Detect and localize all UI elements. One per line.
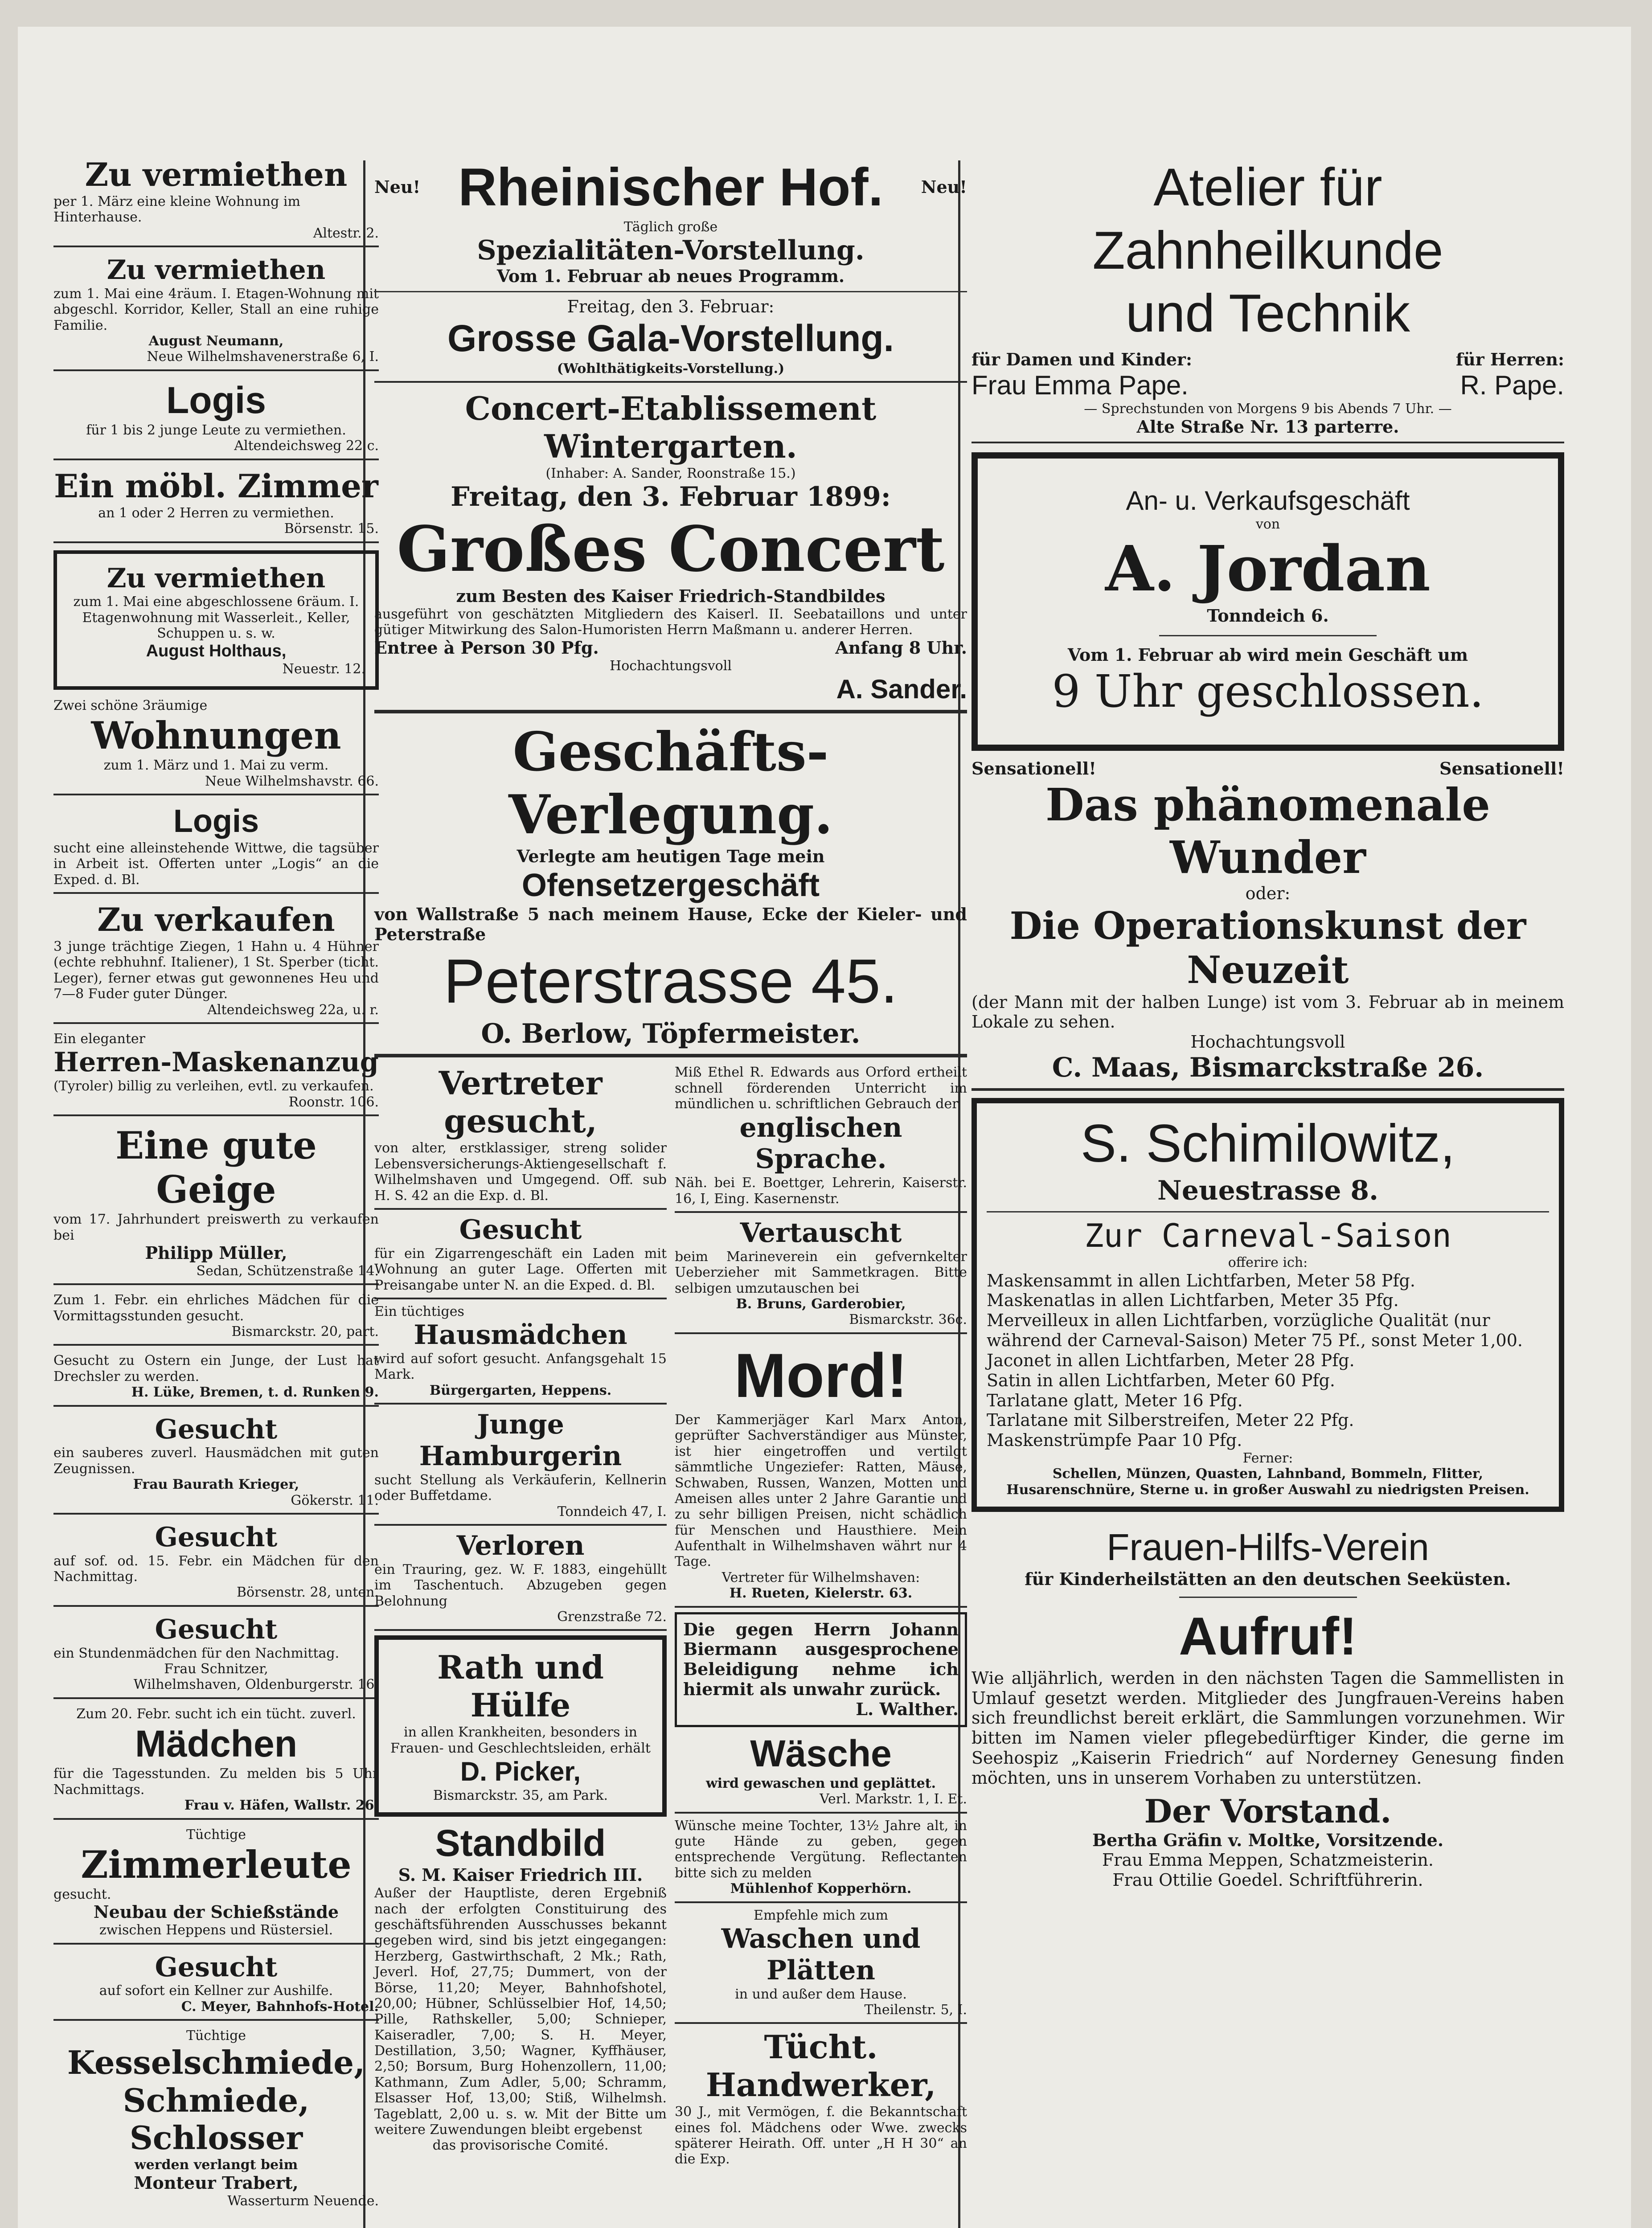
ad-text: An- u. Verkaufsgeschäft [1126, 485, 1410, 516]
ad-title: Vertauscht [740, 1217, 902, 1249]
ad-headline: 9 Uhr geschlossen. [1052, 665, 1484, 717]
ad-label: Sensationell! [1439, 758, 1564, 778]
ad-text: ein Stundenmädchen für den Nachmittag. [53, 1645, 340, 1661]
middle-subcol-right [675, 1065, 967, 2171]
ad-name: August Holthaus, [146, 642, 287, 661]
ad-address: Börsenstr. 28, unten. [236, 1585, 379, 1601]
product-list [987, 1271, 1549, 1450]
ad-text: gesucht. [53, 1887, 111, 1902]
ad-name: A. Jordan [1105, 532, 1431, 606]
ad-text: in allen Krankheiten, besonders in Frauen- und Geschlechtsleiden, erhält [390, 1724, 651, 1756]
product-item: Maskensammt in allen Lichtfarben, Meter 58 Pfg. [987, 1270, 1415, 1290]
ad-rheinischer-hof [374, 156, 967, 383]
ad-subtitle: Zur Carneval-Saison [1084, 1217, 1451, 1255]
ad-text: Zum 1. Febr. ein ehrliches Mädchen für die Vormittagsstunden gesucht. [53, 1292, 379, 1324]
ad-text: 30 J., mit Vermögen, f. die Bekanntschaft eines fol. Mädchens oder Wwe. zwecks späterer Heirath. Off. unter „H H 30“ an die Exp. [675, 2104, 967, 2167]
ad-geige [53, 1123, 379, 1285]
ad-date: Freitag, den 3. Februar 1899: [451, 481, 891, 513]
ad-pretitle: Zwei schöne 3räumige [53, 697, 208, 713]
ad-text: offerire ich: [1228, 1255, 1308, 1271]
ad-maskenanzug [53, 1031, 379, 1116]
ad-title: Zu verkaufen [97, 901, 335, 939]
ad-address: Neuestr. 12. [282, 661, 365, 677]
ad-address: Altendeichsweg 22 c. [234, 438, 379, 454]
ad-address: Roonstr. 106. [288, 1094, 379, 1110]
ad-title: Das phänomenale Wunder [1045, 778, 1490, 884]
ad-text: Täglich große [623, 219, 718, 235]
ad-title: Mädchen [135, 1723, 298, 1765]
ad-headline: Aufruf! [1179, 1606, 1357, 1667]
ad-name: Frau v. Häfen, Wallstr. 26. [184, 1798, 379, 1814]
product-item: Maskenstrümpfe Paar 10 Pfg. [987, 1430, 1242, 1450]
ad-vertreter [374, 1065, 667, 1209]
ad-text: ein Trauring, gez. W. F. 1883, eingehüllt im Taschentuch. Abzugeben gegen Belohnung [374, 1561, 667, 1609]
ad-address: Altestr. 2. [313, 225, 379, 241]
ad-title: Standbild [435, 1822, 606, 1864]
ad-address: Neue Wilhelmshavenerstraße 6, I. [147, 349, 379, 365]
ad-zahnheilkunde [972, 156, 1564, 443]
ad-address: Wasserturm Neuende. [227, 2193, 379, 2209]
ad-text: von Wallstraße 5 nach meinem Hause, Ecke der Kieler- und Peterstraße [374, 904, 967, 944]
ad-zu-vermiethen-2 [53, 254, 379, 371]
ad-text: auf sof. od. 15. Febr. ein Mädchen für den Nachmittag. [53, 1553, 379, 1585]
ad-mord [675, 1339, 967, 1608]
ad-title: Verloren [456, 1530, 585, 1562]
ad-title: Wäsche [750, 1732, 892, 1774]
ad-text: beim Marineverein ein gefvernkelter Ueberzieher mit Sammetkragen. Bitte selbigen umzutauschen bei [675, 1249, 967, 1296]
ad-address: Näh. bei E. Boettger, Lehrerin, Kaiserstr. 16, I, Eing. Kasernenstr. [675, 1175, 967, 1207]
ad-text: zum 1. Mai eine 4räum. I. Etagen-Wohnung mit abgeschl. Korridor, Keller, Stall an eine ruhige Familie. [53, 286, 379, 333]
ad-kesselschmiede [53, 2028, 379, 2209]
ad-name: August Neumann, [148, 333, 284, 349]
ad-title: Logis [166, 379, 266, 421]
ad-name: Frau Emma Pape. [972, 370, 1189, 400]
ad-jordan [972, 452, 1564, 751]
column-left [53, 156, 379, 2215]
ad-text: Vom 1. Februar ab neues Programm. [496, 266, 845, 286]
ad-text: Der Kammerjäger Karl Marx Anton, geprüfter Sachverständiger aus Münster, ist hier eingetroffen und vertilgt sämmtliche Ungeziefer: Ratten, Mäuse, Schwaben, Russen, Wanzen, Motten und Ameisen alles unter 2 Jahre Garantie und zu sehr billigen Preisen, nicht schädlich für Menschen und Hausthiere. Mein Aufenthalt in Wilhelmshaven währt nur 4 Tage. [675, 1412, 967, 1570]
ad-title: Herren-Maskenanzug [53, 1047, 379, 1078]
ad-title: Hausmädchen [414, 1319, 627, 1351]
ad-address: Verl. Markstr. 1, I. Et. [820, 1791, 967, 1807]
ad-text: für 1 bis 2 junge Leute zu vermiethen. [86, 422, 346, 438]
ad-address: Neue Wilhelmshavstr. 66. [205, 773, 379, 789]
ad-title: Grosse Gala-Vorstellung. [447, 317, 894, 360]
ad-signature: Der Vorstand. [1144, 1792, 1392, 1830]
ad-signature: C. Maas, Bismarckstraße 26. [1052, 1052, 1484, 1084]
middle-subcol-left [374, 1065, 667, 2171]
ad-title: Eine gute Geige [115, 1123, 317, 1212]
neu-label: Neu! [374, 177, 421, 197]
board-member: Frau Ottilie Goedel. Schriftführerin. [1112, 1870, 1423, 1890]
ad-pretitle: Ein eleganter [53, 1031, 146, 1047]
ad-text: Ferner: [1242, 1450, 1293, 1466]
ad-text: an 1 oder 2 Herren zu vermiethen. [98, 505, 334, 521]
neu-label: Neu! [921, 177, 967, 197]
ad-address: Wilhelmshaven, Oldenburgerstr. 16. [133, 1677, 379, 1693]
ad-title: Gesucht [155, 1951, 278, 1983]
ad-frauen-hilfs-verein [972, 1525, 1564, 1890]
ad-zu-vermiethen-1 [53, 156, 379, 247]
ad-text: Vom 1. Februar ab wird mein Geschäft um [1067, 644, 1468, 665]
ad-signature: das provisorische Comité. [432, 2138, 609, 2154]
ad-address: Tonndeich 47, I. [557, 1503, 667, 1519]
ad-text: von alter, erstklassiger, streng solider Lebensversicherungs-Aktiengesellschaft f. Wilhelmshaven und Umgegend. Off. sub H. S. 42 an die Exp. d. Bl. [374, 1140, 667, 1204]
ad-name: Frau Schnitzer, [164, 1661, 268, 1677]
ad-maedchen-1 [53, 1292, 379, 1346]
ad-title: Atelier für Zahnheilkunde [1092, 157, 1443, 280]
ad-address: H. Rueten, Kielerstr. 63. [729, 1585, 913, 1601]
ad-zimmerleute [53, 1827, 379, 1945]
ad-title: Rheinischer Hof. [458, 157, 883, 217]
ad-maedchen-2 [53, 1706, 379, 1820]
ad-name: S. Schimilowitz, [1080, 1113, 1455, 1173]
ad-title: Vertreter gesucht, [439, 1064, 603, 1140]
ad-text: per 1. März eine kleine Wohnung im Hinterhause. [53, 193, 300, 225]
ad-logis-2 [53, 803, 379, 894]
ad-pretitle: Tüchtige [186, 1827, 246, 1843]
ad-price: Entree à Person 30 Pfg. [374, 637, 599, 658]
ad-geschaefts-verlegung [374, 721, 967, 1058]
ad-text: werden verlangt beim [134, 2157, 298, 2173]
ad-address: zwischen Heppens und Rüstersiel. [99, 1922, 333, 1938]
ad-zu-vermiethen-holthaus [53, 550, 379, 690]
ad-greeting: Hochachtungsvoll [610, 658, 732, 674]
ad-address: Gökerstr. 11. [291, 1492, 379, 1508]
ad-text: Wünsche meine Tochter, 13½ Jahre alt, in gute Hände zu geben, gegen entsprechende Vergütung. Reflectanten bitte sich zu melden [675, 1818, 967, 1881]
ad-text: für die Tagesstunden. Zu melden bis 5 Uhr Nachmittags. [53, 1766, 379, 1798]
ad-text: für ein Zigarrengeschäft ein Laden mit Wohnung an guter Lage. Offerten mit Preisangabe unter N. an die Exped. d. Bl. [374, 1245, 667, 1293]
product-item: Tarlatane mit Silberstreifen, Meter 22 Pfg. [987, 1410, 1354, 1430]
ad-text: (der Mann mit der halben Lunge) ist vom 3. Februar ab in meinem Lokale zu sehen. [972, 992, 1564, 1032]
ad-text: ein sauberes zuverl. Hausmädchen mit guten Zeugnissen. [53, 1445, 379, 1477]
ad-title-line: Schlosser [129, 2119, 303, 2157]
ad-title: Concert-Etablissement Wintergarten. [465, 389, 877, 465]
ad-address: Theilenstr. 5, I. [864, 2002, 967, 2018]
ad-name: C. Meyer, Bahnhofs-Hotel. [181, 1999, 379, 2015]
ad-text: 3 junge trächtige Ziegen, 1 Hahn u. 4 Hühner (echte rebhuhnf. Italiener), 1 St. Sperber (ticht. Leger), ferner etwas gut gewonnenes Heu und 7—8 Fuder guter Dünger. [53, 939, 379, 1002]
ad-name: B. Bruns, Garderobier, [736, 1296, 906, 1312]
ad-name: Vertreter für Wilhelmshaven: [721, 1569, 920, 1585]
ad-drechsler [53, 1353, 379, 1406]
middle-subcolumns [374, 1065, 967, 2171]
ad-pretitle: Zum 20. Febr. sucht ich ein tücht. zuverl. [76, 1706, 356, 1722]
ad-zu-verkaufen [53, 901, 379, 1024]
ad-text: Wie alljährlich, werden in den nächsten Tagen die Sammellisten in Umlauf gesetzt werden. Mitglieder des Jungfrauen-Vereins haben sich freundlichst bereit erklärt, die Sammlungen vorzunehmen. Wir bitten im Namen vieler pflegebedürftiger Kinder, die gerne im Seehospiz „Kaiserin Friedrich“ auf Norderney Genesung finden möchten, uns in unserem Vorhaben zu unterstützen. [972, 1668, 1564, 1788]
ad-subtitle: S. M. Kaiser Friedrich III. [398, 1865, 643, 1885]
ad-headline: Großes Concert [397, 513, 945, 586]
ad-name: Mühlenhof Kopperhörn. [730, 1881, 912, 1897]
ad-tochter [675, 1818, 967, 1903]
ad-text: (Wohlthätigkeits-Vorstellung.) [557, 360, 785, 377]
ad-address: Tonndeich 6. [1207, 606, 1329, 626]
ad-address: Börsenstr. 15. [284, 521, 379, 537]
ad-beleidigung [675, 1612, 967, 1727]
product-item: Maskenatlas in allen Lichtfarben, Meter 35 Pfg. [987, 1290, 1399, 1311]
ad-name: Monteur Trabert, [134, 2172, 299, 2193]
ad-name: H. Lüke, Bremen, t. d. Runken 9. [131, 1384, 379, 1401]
ad-name: Philipp Müller, [145, 1242, 287, 1263]
ad-greeting: Hochachtungsvoll [1190, 1032, 1345, 1052]
ad-rath-huelfe [374, 1635, 667, 1817]
ad-text: zum 1. März und 1. Mai zu verm. [103, 758, 329, 774]
ad-title: englischen Sprache. [739, 1112, 902, 1175]
ad-wohnungen [53, 698, 379, 795]
ad-name: Neubau der Schießstände [93, 1902, 339, 1922]
ad-title: Wohnungen [91, 713, 341, 758]
ad-subtitle: Spezialitäten-Vorstellung. [477, 234, 865, 266]
ad-title: Gesucht [155, 1614, 278, 1645]
product-item: Merveilleux in allen Lichtfarben, vorzügliche Qualität (nur während der Carneval-Saison) Meter 75 Pf., sonst Meter 1,00. [987, 1311, 1523, 1351]
ad-text: wird gewaschen und geplättet. [705, 1775, 936, 1791]
product-item: Tarlatane glatt, Meter 16 Pfg. [987, 1390, 1243, 1410]
ad-address: Bismarckstr. 35, am Park. [433, 1787, 608, 1803]
column-right [972, 156, 1564, 1896]
ad-hours: — Sprechstunden von Morgens 9 bis Abends 7 Uhr. — [1084, 401, 1452, 417]
ad-label: für Herren: [1455, 349, 1564, 369]
ad-text: Außer der Hauptliste, deren Ergebniß nach der erfolgten Constituirung des geschäftsführenden Ausschusses bekannt gegeben wird, sind bis jetzt eingegangen: Herzberg, Gastwirthschaft, 2 Mk.; Rath, Jeverl. Hof, 27,75; Dummert, von der Börse, 11,20; Meyer, Bahnhofshotel, 20,00; Hübner, Schlüsselbier Hof, 14,50; Pille, Rathskeller, 5,00; Schnieper, Kaiseradler, 7,00; S. H. Meyer, Destillation, 3,50; Wagner, Kyffhäuser, 2,50; Borsum, Burg Hohenzollern, 11,00; Kathmann, Zum Adler, 5,00; Schramm, Elsasser Hof, 13,00; Stiß, Wilhelmsh. Tageblatt, 2,00 u. s. w. Mit der Bitte um weitere Zuwendungen bleibt ergebenst [374, 1885, 667, 2138]
ad-gesucht-laden [374, 1214, 667, 1299]
product-item: Jaconet in allen Lichtfarben, Meter 28 Pfg. [987, 1350, 1355, 1370]
board-member: Frau Emma Meppen, Schatzmeisterin. [1102, 1850, 1434, 1870]
ad-title: Ein möbl. Zimmer [54, 467, 378, 505]
ad-kellner [53, 1952, 379, 2021]
ad-name: Frau Baurath Krieger, [133, 1477, 299, 1493]
ad-gesucht-1 [53, 1414, 379, 1515]
ad-schimilowitz [972, 1098, 1564, 1512]
ad-text: wird auf sofort gesucht. Anfangsgehalt 15 Mark. [374, 1351, 667, 1383]
ad-standbild [374, 1821, 667, 2154]
ad-waschen-plaetten [675, 1908, 967, 2024]
ad-signature: O. Berlow, Töpfermeister. [481, 1018, 861, 1049]
ad-text: zum 1. Mai eine abgeschlossene 6räum. I. Etagenwohnung mit Wasserleit., Keller, Schuppen u. s. w. [73, 594, 359, 642]
ad-wintergarten [374, 390, 967, 713]
ad-title-line: Schmiede, [123, 2081, 310, 2119]
ad-title: Mord! [734, 1340, 908, 1410]
ad-title: Logis [173, 803, 259, 839]
ad-wunder [972, 759, 1564, 1091]
ad-subtitle: zum Besten des Kaiser Friedrich-Standbildes [456, 586, 885, 606]
ad-signature: A. Sander. [836, 674, 967, 704]
ad-address: Sedan, Schützenstraße 14. [196, 1263, 379, 1279]
ad-name: D. Picker, [460, 1757, 581, 1787]
ad-title: Rath und Hülfe [437, 1648, 604, 1724]
ad-pretitle: Tüchtige [186, 2028, 246, 2044]
ad-title-line: Kesselschmiede, [67, 2043, 365, 2081]
column-middle [374, 156, 967, 2172]
ad-title: Zu vermiethen [107, 254, 326, 286]
ad-date: Freitag, den 3. Februar: [567, 296, 775, 316]
ad-title: Die Operationskunst der Neuzeit [1009, 904, 1526, 992]
ad-label: für Damen und Kinder: [972, 349, 1192, 369]
ad-address: Neuestrasse 8. [1157, 1175, 1379, 1207]
newspaper-page [18, 27, 1631, 2228]
ad-text: Schellen, Münzen, Quasten, Lahnband, Bommeln, Flitter, Husarenschnüre, Sterne u. in großer Auswahl zu niedrigsten Preisen. [1006, 1466, 1529, 1498]
ad-name: Bürgergarten, Heppens. [429, 1382, 612, 1398]
ad-text: auf sofort ein Kellner zur Aushilfe. [99, 1983, 333, 1999]
ad-title: Gesucht [155, 1521, 278, 1553]
ad-address: Grenzstraße 72. [557, 1609, 667, 1625]
ad-title: Gesucht [459, 1214, 582, 1245]
ad-gesucht-3 [53, 1614, 379, 1699]
ad-subtitle: für Kinderheilstätten an den deutschen Seeküsten. [1025, 1569, 1511, 1589]
ad-title: Zimmerleute [81, 1842, 352, 1887]
ad-text: oder: [1245, 884, 1291, 904]
ad-text: vom 17. Jahrhundert preiswerth zu verkaufen bei [53, 1212, 379, 1243]
ad-title: Tücht. Handwerker, [705, 2028, 936, 2104]
ad-text: von [1255, 516, 1280, 532]
ad-title: Junge Hamburgerin [419, 1409, 622, 1472]
ad-vertauscht [675, 1217, 967, 1334]
ad-text: sucht eine alleinstehende Wittwe, die tagsüber in Arbeit ist. Offerten unter „Logis“ an die Exped. d. Bl. [53, 840, 379, 888]
ad-title: Zu vermiethen [85, 156, 348, 193]
ad-verloren [374, 1530, 667, 1631]
ad-hamburgerin [374, 1409, 667, 1526]
ad-pretitle: Ein tüchtiges [374, 1303, 464, 1319]
ad-hausmaedchen [374, 1304, 667, 1405]
ad-title: Zu vermiethen [107, 562, 326, 594]
ad-text: Verlegte am heutigen Tage mein [517, 846, 825, 867]
ad-text: Miß Ethel R. Edwards aus Orford ertheilt schnell förderenden Unterricht im mündlichen u. schriftlichen Gebrauch der [675, 1065, 967, 1112]
ad-waesche [675, 1732, 967, 1814]
ad-time: Anfang 8 Uhr. [835, 637, 967, 658]
product-item: Satin in allen Lichtfarben, Meter 60 Pfg. [987, 1370, 1335, 1390]
board-member: Bertha Gräfin v. Moltke, Vorsitzende. [1092, 1830, 1444, 1850]
ad-text: sucht Stellung als Verkäuferin, Kellnerin oder Buffetdame. [374, 1472, 667, 1504]
ad-text: (Tyroler) billig zu verleihen, evtl. zu verkaufen. [53, 1078, 374, 1094]
ad-address: Alte Straße Nr. 13 parterre. [1136, 416, 1399, 437]
ad-label: Sensationell! [972, 758, 1096, 778]
ad-handwerker [675, 2028, 967, 2167]
ad-moebl-zimmer [53, 467, 379, 543]
ad-title: und Technik [1125, 283, 1410, 344]
ad-address: Bismarckstr. 36c. [849, 1312, 967, 1328]
ad-pretitle: Empfehle mich zum [754, 1907, 888, 1923]
ad-text: Die gegen Herrn Johann Biermann ausgesprochene Beleidigung nehme ich hiermit als unwahr zurück. [683, 1619, 959, 1700]
ad-subtitle: Ofensetzergeschäft [521, 867, 820, 903]
ad-name: R. Pape. [1460, 370, 1564, 400]
ad-gesucht-2 [53, 1522, 379, 1607]
ad-text: ausgeführt von geschätzten Mitgliedern des Kaiserl. II. Seebataillons und unter gütiger Mitwirkung des Salon-Humoristen Herrn Maßmann u. anderer Herren. [374, 606, 967, 638]
ad-englische-sprache [675, 1065, 967, 1213]
ad-title: Geschäfts-Verlegung. [508, 720, 833, 847]
ad-title: Gesucht [155, 1413, 278, 1445]
ad-headline: Peterstrasse 45. [443, 946, 898, 1016]
ad-text: (Inhaber: A. Sander, Roonstraße 15.) [545, 465, 796, 481]
ad-text: Gesucht zu Ostern ein Junge, der Lust hat Drechsler zu werden. [53, 1353, 379, 1384]
ad-name: L. Walther. [856, 1699, 959, 1719]
ad-address: Bismarckstr. 20, part. [231, 1323, 379, 1339]
ad-text: in und außer dem Hause. [735, 1986, 907, 2002]
ad-address: Altendeichsweg 22a, u. r. [207, 1002, 379, 1018]
ad-title: Waschen und Plätten [721, 1923, 921, 1986]
ad-logis-1 [53, 378, 379, 460]
ad-title: Frauen-Hilfs-Verein [1107, 1526, 1429, 1569]
